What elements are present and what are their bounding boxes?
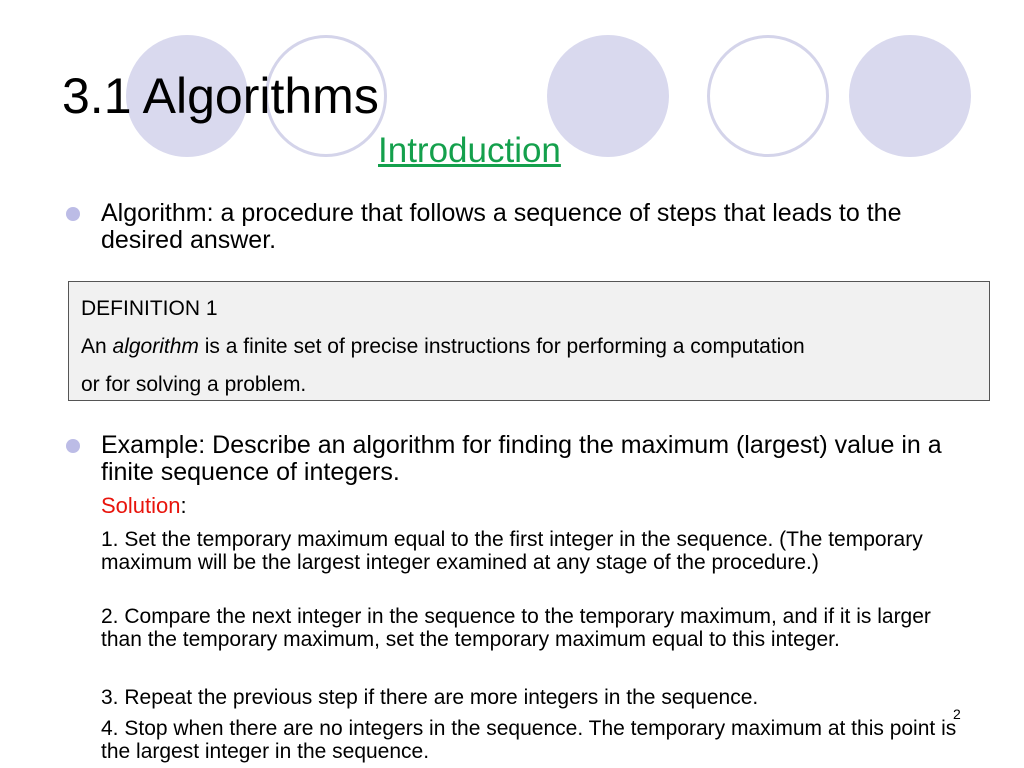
solution-step: 2. Compare the next integer in the sequence to the temporary maximum, and if it is larger than the temporary maximum, set the temporary maximum equal to this integer. — [101, 605, 931, 651]
definition-heading: DEFINITION 1 — [81, 297, 218, 320]
solution-step: 4. Stop when there are no integers in the sequence. The temporary maximum at this point is the largest integer in the sequence. — [101, 717, 957, 763]
decorative-circle-outline — [707, 35, 829, 157]
definition-text: An algorithm is a finite set of precise instructions for performing a computation — [81, 335, 805, 358]
definition-text-line2: or for solving a problem. — [81, 373, 307, 396]
solution-step: 3. Repeat the previous step if there are more integers in the sequence. — [101, 686, 759, 709]
bullet-example: Example: Describe an algorithm for finding the maximum (largest) value in a finite sequence of integers. — [101, 431, 942, 486]
slide-subtitle: Introduction — [378, 131, 561, 170]
bullet-icon — [66, 207, 80, 221]
bullet-icon — [66, 439, 80, 453]
definition-term: algorithm — [112, 335, 199, 358]
page-number: 2 — [953, 706, 961, 722]
definition-box — [68, 281, 990, 401]
solution-label: Solution: — [101, 493, 187, 518]
bullet-algorithm: Algorithm: a procedure that follows a sequence of steps that leads to the desired answer. — [101, 199, 902, 254]
decorative-circle-filled — [547, 35, 669, 157]
slide-title: 3.1 Algorithms — [62, 68, 379, 124]
decorative-circle-filled — [849, 35, 971, 157]
solution-step: 1. Set the temporary maximum equal to the first integer in the sequence. (The temporary maximum will be the largest integer examined at any stage of the procedure.) — [101, 528, 923, 574]
